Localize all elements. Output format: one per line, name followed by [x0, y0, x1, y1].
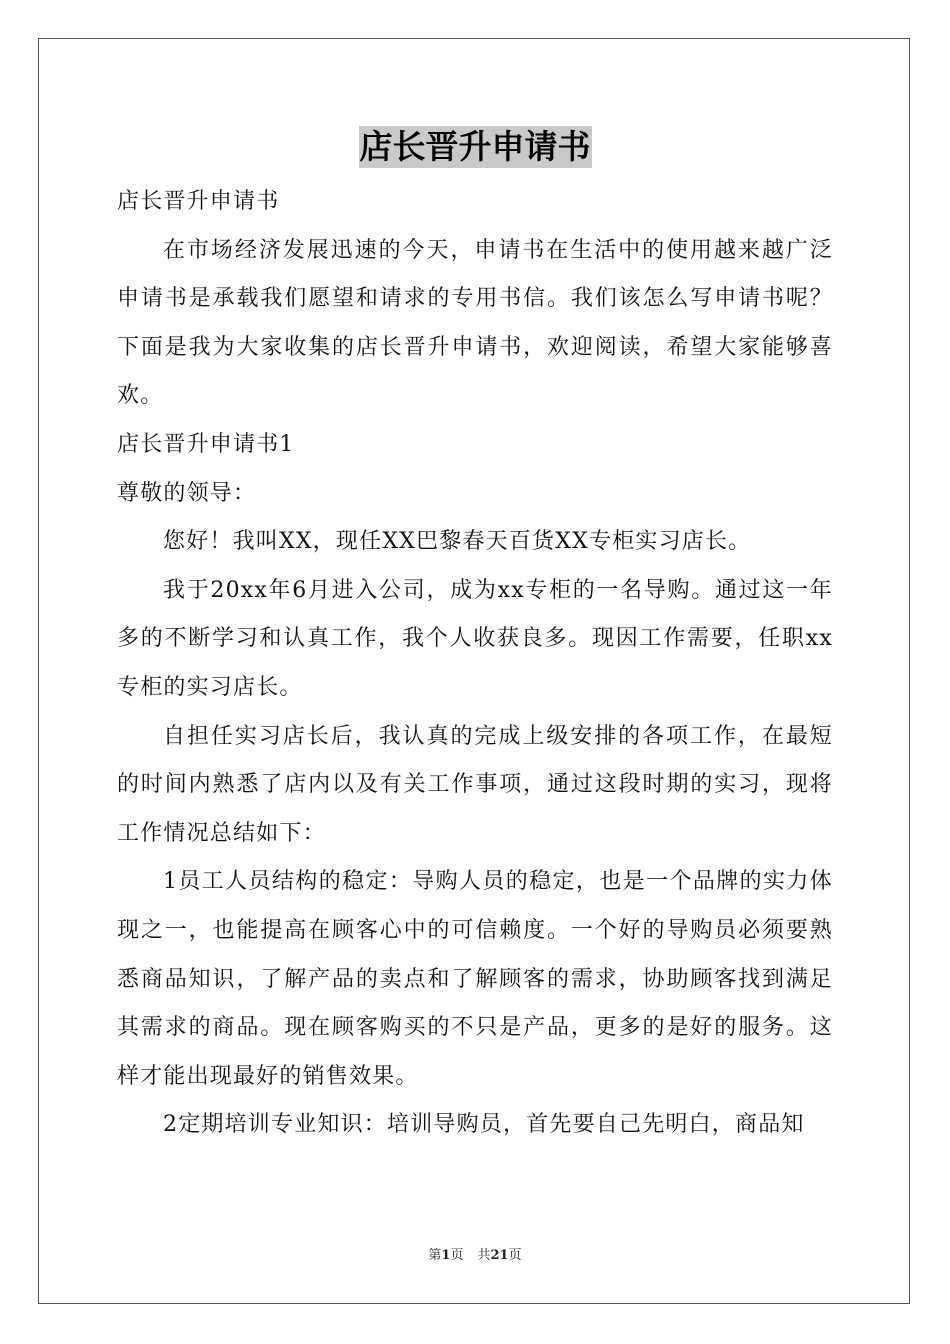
- body-paragraph: 在市场经济发展迅速的今天，申请书在生活中的使用越来越广泛申请书是承载我们愿望和请求的专用书信。我们该怎么写申请书呢？下面是我为大家收集的店长晋升申请书，欢迎阅读，希望大家能够喜欢。: [117, 237, 833, 409]
- body-paragraph: 我于20xx年6月进入公司，成为xx专柜的一名导购。通过这一年多的不断学习和认真工作，我个人收获良多。现因工作需要，任职xx专柜的实习店长。: [117, 577, 833, 700]
- body-paragraph: 2定期培训专业知识：培训导购员，首先要自己先明白，商品知: [163, 1112, 805, 1138]
- document-body: [117, 178, 833, 1150]
- body-paragraph: 1员工人员结构的稳定：导购人员的稳定，也是一个品牌的实力体现之一，也能提高在顾客心中的可信赖度。一个好的导购员必须要熟悉商品知识，了解产品的卖点和了解顾客的需求，协助顾客找到满足其需求的商品。现在顾客购买的不只是产品，更多的是好的服务。这样才能出现最好的销售效果。: [117, 869, 833, 1089]
- page-total: 21: [490, 1248, 509, 1263]
- body-paragraph: 尊敬的领导：: [117, 480, 257, 506]
- body-paragraph: 您好！我叫XX，现任XX巴黎春天百货XX专柜实习店长。: [163, 529, 752, 555]
- page-current: 1: [441, 1248, 451, 1263]
- body-paragraph: 自担任实习店长后，我认真的完成上级安排的各项工作，在最短的时间内熟悉了店内以及有关工作事项，通过这段时期的实习，现将工作情况总结如下：: [117, 723, 833, 846]
- page-prefix: 第: [428, 1248, 442, 1263]
- body-paragraph: 店长晋升申请书1: [117, 431, 295, 457]
- title-area: [0, 126, 950, 168]
- total-prefix: 共: [477, 1248, 491, 1263]
- page-unit: 页: [450, 1248, 464, 1263]
- body-paragraph: 店长晋升申请书: [117, 189, 280, 214]
- document-title: 店长晋升申请书: [359, 127, 591, 166]
- total-unit: 页: [508, 1248, 522, 1263]
- page-footer: [0, 1247, 950, 1265]
